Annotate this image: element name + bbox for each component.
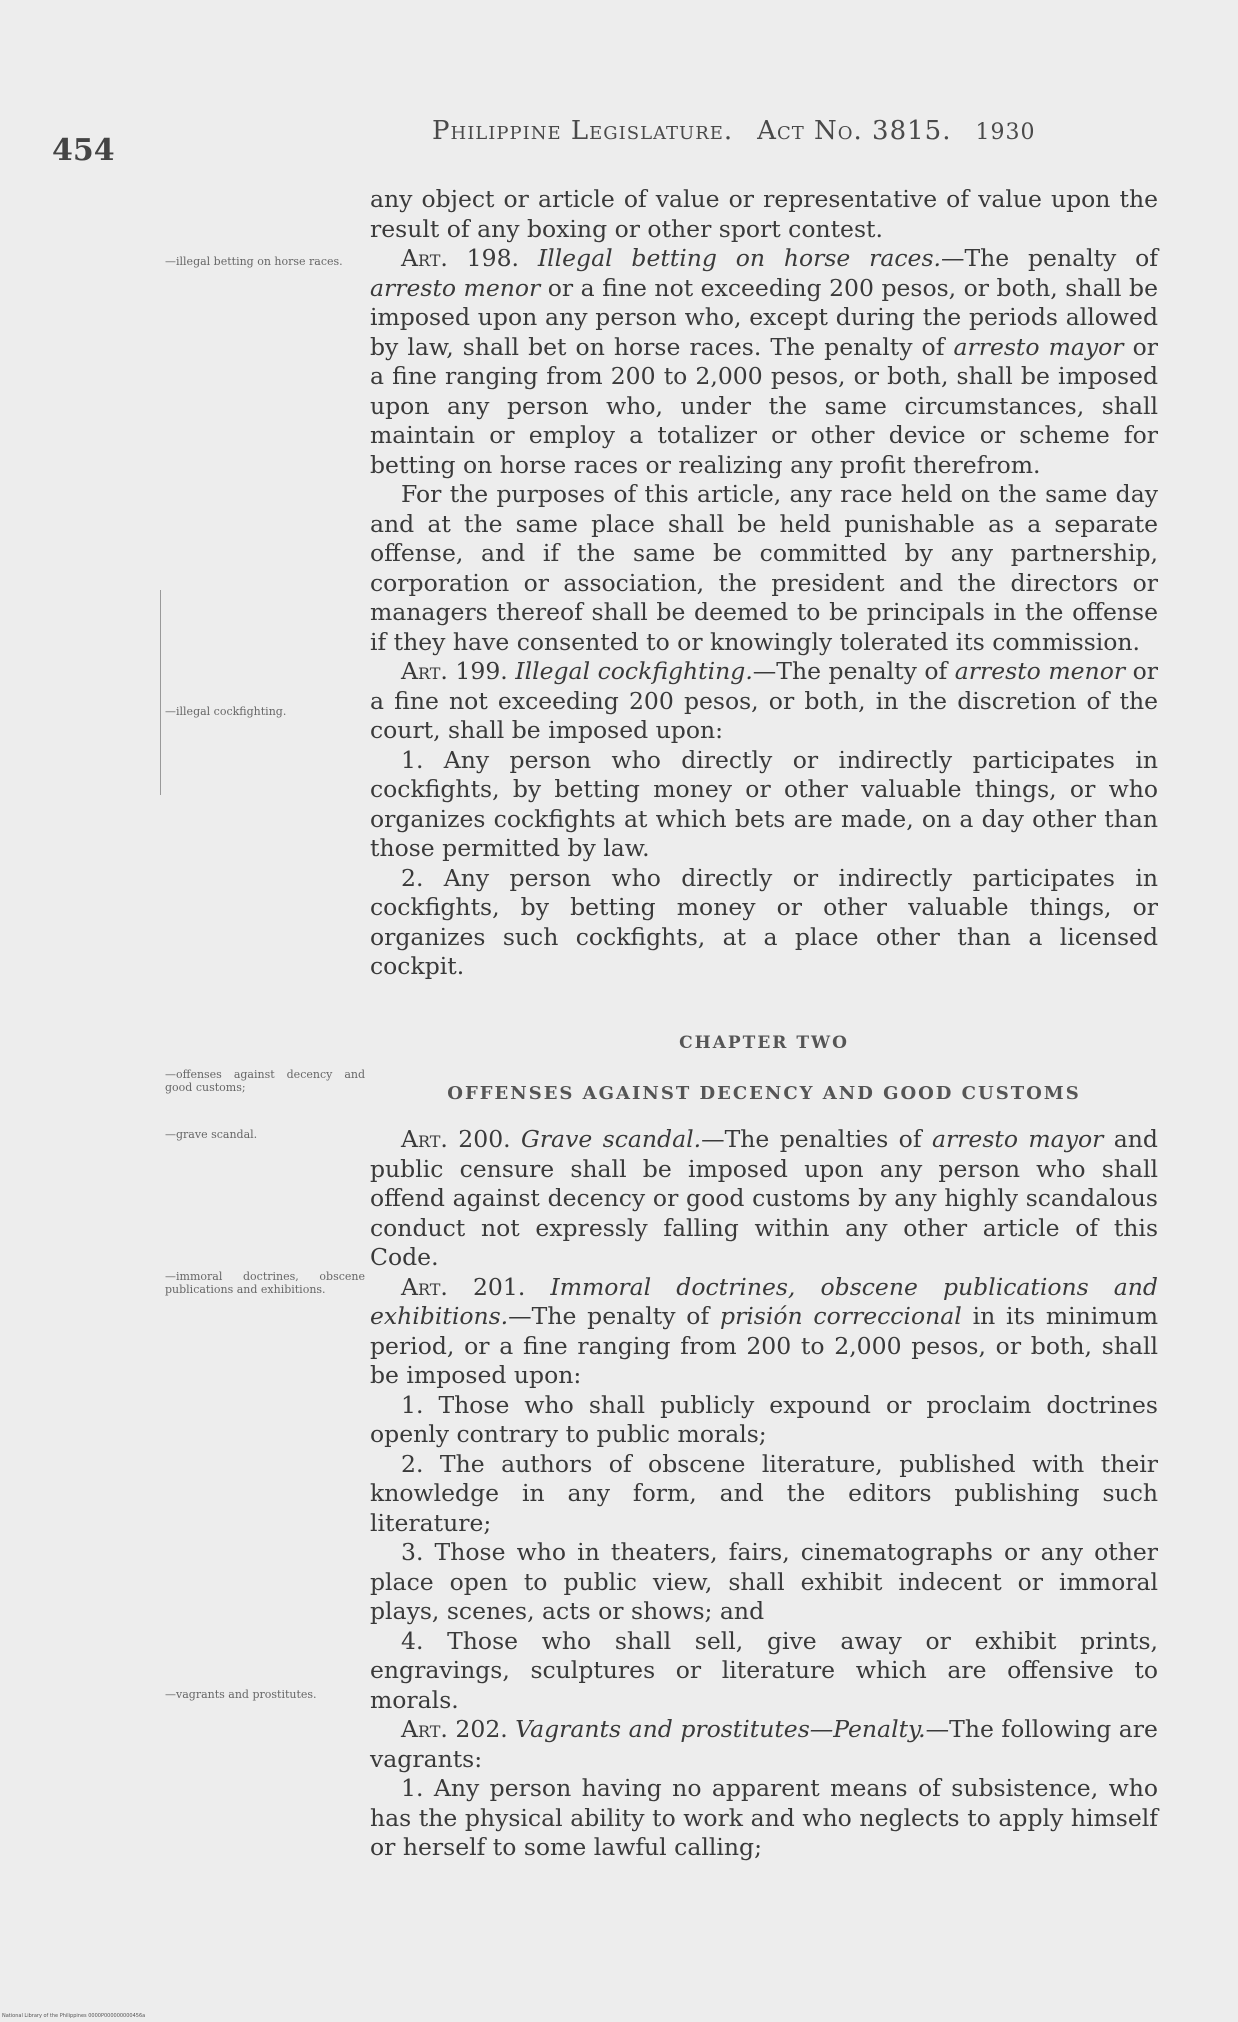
article-label: Art. 199. (401, 657, 508, 685)
article-label: Art. 200. (401, 1125, 511, 1153)
article-199: Art. 199. Illegal cockfighting.—The penalty of arresto menor or a fine not exceeding 200 pesos, or both, in the discretion of the court, shall be imposed upon: (370, 657, 1158, 744)
list-item: 2. The authors of obscene literature, published with their knowledge in any form, and the editors publishing such literature; (370, 1449, 1158, 1537)
purposes-paragraph: For the purposes of this article, any race held on the same day and at the same place shall be held punishable as a separate offense, and if the same be committed by any partnership, corporation or association, the president and the directors or managers thereof shall be deemed to be principals in the offense if they have consented to or knowingly tolerated its commission. (370, 480, 1158, 656)
list-item: 2. Any person who directly or indirectly participates in cockfights, by betting money or other valuable things, or organizes such cockfights, at a place other than a licensed cockpit. (370, 863, 1158, 980)
margin-note-vagrants: —vagrants and prostitutes. (165, 1688, 317, 1701)
article-title: Illegal cockfighting. (515, 657, 753, 685)
list-item: 3. Those who in theaters, fairs, cinematographs or any other place open to public view, shall exhibit indecent or immoral plays, scenes, acts or shows; and (370, 1538, 1158, 1625)
act-number: Act No. 3815. (757, 116, 952, 146)
list-item: 1. Any person having no apparent means of subsistence, who has the physical ability to work and who neglects to apply himself or herself to some lawful calling; (370, 1774, 1158, 1861)
continuation-paragraph: any object or article of value or representative of value upon the result of any boxing or other sport contest. (370, 185, 1158, 243)
article-198: Art. 198. Illegal betting on horse races.—The penalty of arresto menor or a fine not exceeding 200 pesos, or both, shall be imposed upon any person who, except during the periods allowed by law, shall bet on horse races. The penalty of arresto mayor or a fine ranging from 200 to 2,000 pesos, or both, shall be imposed upon any person who, under the same circumstances, shall maintain or employ a totalizer or other device or scheme for betting on horse races or realizing any profit therefrom. (370, 244, 1158, 479)
page-number: 454 (52, 133, 115, 168)
chapter-title: OFFENSES AGAINST DECENCY AND GOOD CUSTOMS (447, 1083, 1081, 1104)
running-title: Philippine Legislature. (432, 116, 734, 146)
running-header (432, 116, 1035, 146)
margin-note-immoral-doctrines: —immoral doctrines, obscene publications and exhibitions. (165, 1270, 365, 1296)
article-title: Vagrants and prostitutes—Penalty. (515, 1715, 926, 1743)
article-200: Art. 200. Grave scandal.—The penalties of arresto mayor and public censure shall be imposed upon any person who shall offend against decency or good customs by any highly scandalous conduct not expressly falling within any other article of this Code. (370, 1125, 1158, 1271)
article-label: Art. 198. (401, 244, 520, 272)
list-item: 1. Any person who directly or indirectly participates in cockfights, by betting money or other valuable things, or who organizes cockfights at which bets are made, on a day other than those permitted by law. (370, 745, 1158, 862)
margin-note-grave-scandal: —grave scandal. (165, 1128, 258, 1141)
scan-footer: National Library of the Philippines 0000P000000000456a (2, 2013, 146, 2019)
body-text-block-2 (370, 1125, 1158, 1863)
article-label: Art. 201. (401, 1272, 526, 1301)
margin-note-horse-races: —illegal betting on horse races. (165, 255, 343, 268)
body-text-block-1 (370, 185, 1158, 982)
margin-rule (160, 590, 161, 795)
list-item: 1. Those who shall publicly expound or proclaim doctrines openly contrary to public morals; (370, 1390, 1158, 1448)
article-title: Immoral doctrines, obscene publications and exhibitions. (370, 1272, 1158, 1330)
margin-note-cockfighting: —illegal cockfighting. (165, 705, 287, 718)
article-title: Grave scandal. (521, 1125, 702, 1153)
chapter-number: CHAPTER TWO (679, 1033, 849, 1053)
article-title: Illegal betting on horse races. (537, 244, 941, 272)
article-label: Art. 202. (401, 1715, 508, 1743)
article-202: Art. 202. Vagrants and prostitutes—Penalty.—The following are vagrants: (370, 1715, 1158, 1773)
margin-note-decency: —offenses against decency and good customs; (165, 1068, 365, 1094)
article-201: Art. 201. Immoral doctrines, obscene publications and exhibitions.—The penalty of prisión correccional in its minimum period, or a fine ranging from 200 to 2,000 pesos, or both, shall be imposed upon: (370, 1272, 1158, 1389)
list-item: 4. Those who shall sell, give away or exhibit prints, engravings, sculptures or literature which are offensive to morals. (370, 1626, 1158, 1714)
header-year: 1930 (975, 120, 1036, 145)
